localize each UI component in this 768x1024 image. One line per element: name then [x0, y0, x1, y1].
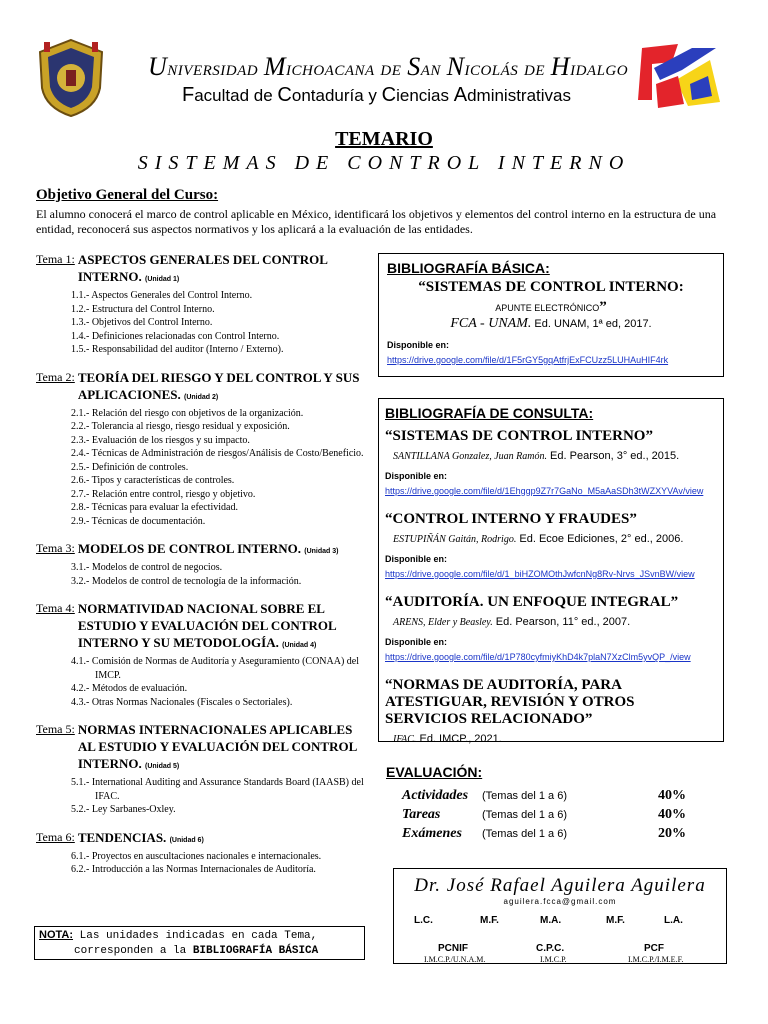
tema-item: 1.2.- Estructura del Control Interno.: [71, 303, 215, 315]
tema-title-text: TEORÍA DEL RIESGO Y DEL CONTROL Y SUS APLICACIONES.: [77, 369, 360, 402]
book-author: IFAC.: [393, 734, 417, 745]
university-name: [148, 52, 628, 82]
book-link[interactable]: https://drive.google.com/file/d/1Ehggp9Z7r7GaNo_M5aAaSDh3tWZXYVAv/view: [385, 486, 704, 496]
tema-block: [36, 829, 368, 877]
tema-header: [36, 251, 368, 288]
bib-basica-heading: BIBLIOGRAFÍA BÁSICA:: [387, 260, 550, 276]
eval-name: Actividades: [402, 788, 469, 803]
tema-header: [36, 369, 368, 406]
professor-card: [393, 868, 727, 964]
eval-name: Tareas: [402, 807, 441, 822]
fac-rest: dministrativas: [467, 86, 571, 105]
bib-consulta-heading: BIBLIOGRAFÍA DE CONSULTA:: [385, 405, 594, 421]
tema-title: [78, 251, 368, 288]
tema-item: 1.1.- Aspectos Generales del Control Interno.: [71, 290, 253, 301]
tema-item: 2.2.- Tolerancia al riesgo, riesgo residual y exposición.: [71, 421, 290, 432]
book-author-line: [385, 731, 717, 746]
nota-bold: BIBLIOGRAFÍA BÁSICA: [192, 945, 319, 957]
tema-title: [78, 600, 368, 654]
book-author: ARENS, Elder y Beasley.: [393, 617, 493, 628]
univ-cap: S: [407, 52, 421, 81]
document-title: TEMARIO: [335, 128, 433, 150]
professor-name: Dr. José Rafael Aguilera Aguilera: [414, 875, 706, 896]
bib-basica-disp: Disponible en:: [387, 340, 450, 350]
tema-items: [71, 289, 368, 357]
tema-label: Tema 6:: [36, 829, 75, 844]
univ-rest: ichoacana de: [286, 56, 408, 80]
bibliografia-basica-box: [378, 253, 724, 377]
tema-item: 5.2.- Ley Sarbanes-Oxley.: [71, 804, 176, 815]
tema-header: [36, 721, 368, 775]
book-entry: [385, 428, 717, 499]
tema-unit: (Unidad 1): [145, 276, 180, 283]
eval-name: Exámenes: [402, 826, 462, 841]
book-entry: [385, 677, 717, 746]
objective-heading: Objetivo General del Curso:: [36, 187, 219, 203]
tema-block: [36, 540, 368, 588]
degree-1: L.C.: [414, 915, 433, 926]
degree-5: L.A.: [664, 915, 683, 926]
university-seal-icon: [36, 38, 106, 118]
tema-label: Tema 2:: [36, 369, 75, 384]
tema-title-text: NORMATIVIDAD NACIONAL SOBRE EL ESTUDIO Y EVALUACIÓN DEL CONTROL INTERNO Y SU METODOLOGÍA.: [77, 601, 336, 650]
tema-item: 1.4.- Definiciones relacionadas con Control Interno.: [71, 330, 280, 342]
tema-item: 2.8.- Técnicas para evaluar la efectividad.: [71, 502, 238, 513]
univ-rest: idalgo: [570, 56, 629, 80]
tema-item: 4.3.- Otras Normas Nacionales (Fiscales o Sectoriales).: [71, 696, 293, 708]
nota-line2: corresponden a la: [74, 945, 193, 957]
book-link[interactable]: https://drive.google.com/file/d/1P780cyfmiyKhD4k7plaN7XzClm5yvQP_/view: [385, 652, 691, 662]
tema-block: [36, 369, 368, 529]
tema-title-text: TENDENCIAS.: [77, 829, 167, 845]
evaluacion-row: [402, 826, 702, 845]
professor-email: aguilera.fcca@gmail.com: [503, 897, 617, 906]
tema-block: [36, 251, 368, 357]
univ-cap: N: [446, 52, 465, 81]
course-subtitle: SISTEMAS DE CONTROL INTERNO: [137, 152, 631, 174]
tema-item: 1.5.- Responsabilidad del auditor (Interno / Externo).: [71, 344, 284, 355]
book-author-line: [385, 448, 717, 463]
tema-title: [78, 369, 368, 406]
degree-3: M.A.: [540, 915, 562, 926]
tema-item: 2.4.- Técnicas de Administración de riesgos/Análisis de Costo/Beneficio.: [71, 448, 364, 459]
tema-title: [78, 829, 204, 849]
tema-title-text: MODELOS DE CONTROL INTERNO.: [77, 541, 302, 556]
fac-rest: iencias: [396, 86, 454, 105]
tema-label: Tema 3:: [36, 541, 75, 555]
tema-title-text: ASPECTOS GENERALES DEL CONTROL INTERNO.: [77, 252, 328, 284]
univ-cap: U: [148, 52, 168, 81]
book-edition: Ed. Pearson, 3° ed., 2015.: [547, 450, 680, 462]
tema-item: 3.1.- Modelos de control de negocios.: [71, 562, 223, 573]
eval-percent: 40%: [658, 807, 686, 822]
book-author-line: [385, 531, 717, 546]
evaluacion-row: [402, 788, 702, 807]
bibliografia-consulta-box: [378, 398, 724, 745]
fac-rest: ontaduría y: [291, 86, 382, 105]
eval-percent: 20%: [658, 826, 686, 841]
tema-unit: (Unidad 4): [282, 642, 317, 649]
tema-unit: (Unidad 2): [184, 393, 219, 401]
eval-topics: (Temas del 1 a 6): [482, 828, 567, 840]
eval-topics: (Temas del 1 a 6): [482, 790, 567, 802]
fac-cap: C: [277, 84, 292, 106]
univ-cap: H: [550, 52, 571, 81]
tema-label: Tema 1:: [36, 252, 75, 266]
tema-item: 1.3.- Objetivos del Control Interno.: [71, 317, 213, 328]
tema-item: 6.2.- Introducción a las Normas Internacionales de Auditoría.: [71, 864, 316, 875]
evaluacion-row: [402, 807, 702, 826]
tema-unit: (Unidad 5): [145, 763, 180, 770]
tema-title: [78, 721, 368, 775]
univ-rest: niversidad: [167, 56, 264, 80]
temas-list: [36, 251, 368, 889]
tema-items: [71, 850, 368, 877]
book-disp: Disponible en:: [385, 637, 448, 647]
tema-items: [71, 655, 368, 709]
book-author-line: [385, 614, 717, 629]
tema-items: [71, 776, 368, 817]
evaluacion-heading: EVALUACIÓN:: [386, 764, 483, 780]
tema-title-text: NORMAS INTERNACIONALES APLICABLES AL ESTUDIO Y EVALUACIÓN DEL CONTROL INTERNO.: [77, 722, 357, 771]
univ-cap: M: [263, 52, 287, 81]
eval-percent: 40%: [658, 788, 686, 803]
book-author: ESTUPIÑÁN Gaitán, Rodrigo.: [393, 534, 517, 545]
book-disp: Disponible en:: [385, 471, 448, 481]
tema-header: [36, 600, 368, 654]
tema-item: 6.1.- Proyectos en auscultaciones nacionales e internacionales.: [71, 850, 322, 862]
fac-cap: C: [381, 84, 397, 106]
fca-logo-icon: [632, 40, 722, 114]
bib-basica-link[interactable]: https://drive.google.com/file/d/1F5rGY5gqAtfrjExFCUzz5LUHAuHIF4rk: [387, 355, 669, 365]
cert-3: PCF: [644, 943, 664, 954]
tema-items: [71, 561, 368, 588]
bib-basica-title: “SISTEMAS DE CONTROL INTERNO:: [418, 279, 684, 295]
faculty-name: [182, 84, 571, 107]
book-disp: Disponible en:: [385, 554, 448, 564]
fac-cap: F: [182, 84, 195, 106]
tema-item: 2.5.- Definición de controles.: [71, 461, 189, 473]
degree-2: M.F.: [480, 915, 499, 926]
tema-header: [36, 829, 368, 849]
tema-item: 3.2.- Modelos de control de tecnología de la información.: [71, 575, 302, 587]
tema-block: [36, 600, 368, 709]
book-author: SANTILLANA Gonzalez, Juan Ramón.: [393, 451, 547, 462]
inst-1: I.M.C.P./U.N.A.M.: [424, 955, 486, 964]
tema-item: 5.1.- International Auditing and Assurance Standards Board (IAASB) del IFAC.: [71, 777, 364, 802]
tema-item: 2.6.- Tipos y características de controles.: [71, 475, 235, 486]
tema-items: [71, 407, 368, 529]
eval-topics: (Temas del 1 a 6): [482, 809, 567, 821]
nota-line1: Las unidades indicadas en cada Tema,: [79, 930, 318, 942]
nota-label: NOTA:: [39, 929, 74, 941]
tema-item: 2.3.- Evaluación de los riesgos y su impacto.: [71, 434, 250, 446]
book-edition: Ed. IMCP., 2021.: [416, 733, 502, 745]
cert-2: C.P.C.: [536, 943, 565, 954]
book-link[interactable]: https://drive.google.com/file/d/1_biHZOMOthJwfcnNg8Rv-Nrvs_JSvnBW/view: [385, 569, 695, 579]
book-edition: Ed. Ecoe Ediciones, 2° ed., 2006.: [516, 533, 684, 545]
tema-item: 2.9.- Técnicas de documentación.: [71, 515, 206, 527]
close-quote: ”: [599, 299, 607, 315]
bib-basica-author: FCA - UNAM.: [450, 316, 532, 331]
tema-item: 4.1.- Comisión de Normas de Auditoría y Aseguramiento (CONAA) del IMCP.: [71, 656, 360, 681]
tema-item: 4.2.- Métodos de evaluación.: [71, 683, 188, 694]
tema-label: Tema 5:: [36, 722, 75, 736]
bib-basica-edition: Ed. UNAM, 1ª ed, 2017.: [531, 318, 652, 330]
evaluacion-table: [402, 788, 702, 845]
fac-cap: A: [453, 84, 468, 106]
tema-item: 2.1.- Relación del riesgo con objetivos de la organización.: [71, 407, 304, 419]
univ-rest: an: [420, 56, 447, 80]
book-entry: [385, 511, 717, 582]
book-entry: [385, 594, 717, 665]
tema-label: Tema 4:: [36, 601, 75, 615]
book-title: “SISTEMAS DE CONTROL INTERNO”: [385, 428, 653, 444]
tema-unit: (Unidad 6): [169, 836, 204, 844]
tema-unit: (Unidad 3): [304, 548, 339, 555]
tema-item: 2.7.- Relación entre control, riesgo y objetivo.: [71, 488, 256, 500]
tema-header: [36, 540, 368, 560]
book-title: “CONTROL INTERNO Y FRAUDES”: [385, 511, 637, 527]
cert-1: PCNIF: [438, 943, 468, 954]
nota-box: [34, 926, 365, 960]
fac-rest: acultad de: [194, 86, 278, 105]
objective-text: El alumno conocerá el marco de control aplicable en México, identificará los objetivos y elementos del control interno en la estructura de una entidad, reconocerá sus aspectos normativos y los aplicará a la evaluación de las entidades.: [36, 207, 717, 236]
tema-block: [36, 721, 368, 817]
degree-4: M.F.: [606, 915, 625, 926]
bib-basica-subtitle: APUNTE ELECTRÓNICO: [495, 303, 600, 313]
book-title: “AUDITORÍA. UN ENFOQUE INTEGRAL”: [385, 594, 679, 610]
tema-title: [78, 540, 339, 560]
book-title: “NORMAS DE AUDITORÍA, PARA ATESTIGUAR, REVISIÓN Y OTROS SERVICIOS RELACIONADO”: [385, 677, 635, 727]
univ-rest: icolás de: [464, 56, 551, 80]
inst-2: I.M.C.P.: [540, 955, 567, 964]
inst-3: I.M.C.P./I.M.E.F.: [628, 955, 684, 964]
book-edition: Ed. Pearson, 11° ed., 2007.: [492, 616, 631, 628]
